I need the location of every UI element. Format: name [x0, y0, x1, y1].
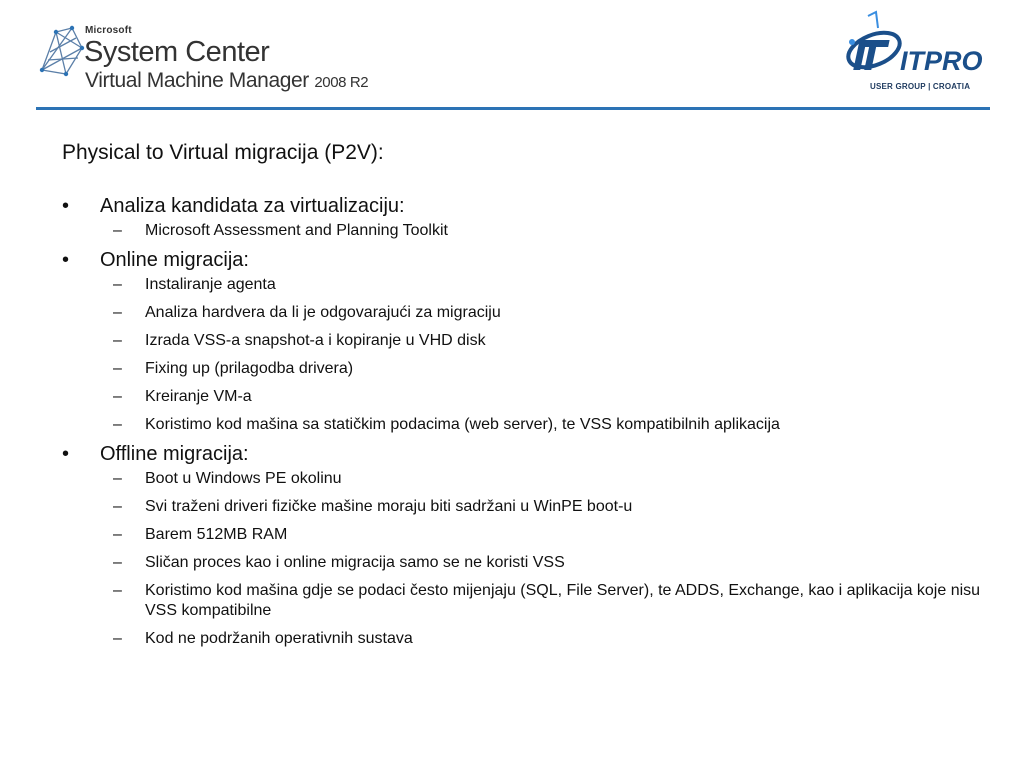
- dash-icon: –: [113, 470, 122, 488]
- system-center-wireframe-icon: [36, 18, 88, 82]
- list-item-text: Svi traženi driveri fizičke mašine moraju biti sadržani u WinPE boot-u: [145, 498, 633, 516]
- sub-list: [100, 221, 982, 241]
- section-heading: Online migracija:: [100, 249, 249, 272]
- dash-icon: –: [113, 388, 122, 406]
- section-offline-migration: [62, 439, 982, 649]
- microsoft-label: Microsoft: [85, 25, 132, 36]
- product-version: 2008 R2: [314, 74, 369, 91]
- dash-icon: –: [113, 526, 122, 544]
- list-item-text: Izrada VSS-a snapshot-a i kopiranje u VHD disk: [145, 332, 486, 350]
- dash-icon: –: [113, 222, 122, 240]
- section-heading: Analiza kandidata za virtualizaciju:: [100, 195, 405, 218]
- itpro-logo: [840, 10, 990, 100]
- dash-icon: –: [113, 582, 122, 600]
- list-item: [100, 331, 982, 351]
- sub-list: [100, 469, 982, 649]
- dash-icon: –: [113, 360, 122, 378]
- bullet-dot-icon: •: [62, 249, 70, 272]
- section-online-migration: [62, 245, 982, 435]
- sub-list: [100, 275, 982, 435]
- dash-icon: –: [113, 630, 122, 648]
- itpro-logo-icon: [840, 10, 990, 82]
- product-name: System Center: [84, 36, 270, 68]
- slide-title: Physical to Virtual migracija (P2V):: [62, 141, 384, 164]
- list-item: [100, 469, 982, 489]
- list-item-text: Microsoft Assessment and Planning Toolkit: [145, 222, 448, 240]
- list-item: [100, 303, 982, 323]
- list-item: [100, 387, 982, 407]
- list-item-text: Boot u Windows PE okolinu: [145, 470, 342, 488]
- list-item: [100, 275, 982, 295]
- list-item-text: Koristimo kod mašina gdje se podaci često mijenjaju (SQL, File Server), te ADDS, Exchange, kao i aplikacija koje nisu VSS kompatibilne: [145, 582, 981, 620]
- dash-icon: –: [113, 304, 122, 322]
- list-item: [100, 553, 982, 573]
- subproduct-line: [85, 69, 368, 93]
- list-item-text: Kreiranje VM-a: [145, 388, 252, 406]
- section-heading: Offline migracija:: [100, 443, 249, 466]
- section-candidate-analysis: [62, 191, 982, 241]
- list-item: [100, 525, 982, 545]
- list-item: [100, 221, 982, 241]
- dash-icon: –: [113, 554, 122, 572]
- bullet-dot-icon: •: [62, 195, 70, 218]
- list-item: [100, 415, 982, 435]
- list-item-text: Kod ne podržanih operativnih sustava: [145, 630, 413, 648]
- header-divider: [36, 107, 990, 110]
- list-item-text: Fixing up (prilagodba drivera): [145, 360, 354, 378]
- list-item: [100, 359, 982, 379]
- list-item: [100, 497, 982, 517]
- system-center-logo: [36, 16, 396, 100]
- bullet-list: [62, 191, 982, 649]
- list-item-text: Koristimo kod mašina sa statičkim podacima (web server), te VSS kompatibilnih aplikacija: [145, 416, 780, 434]
- dash-icon: –: [113, 276, 122, 294]
- dash-icon: –: [113, 498, 122, 516]
- subproduct-name: Virtual Machine Manager: [85, 69, 309, 92]
- bullet-dot-icon: •: [62, 443, 70, 466]
- slide-content: [62, 140, 982, 649]
- list-item: [100, 629, 982, 649]
- list-item-text: Sličan proces kao i online migracija samo se ne koristi VSS: [145, 554, 565, 572]
- list-item-text: Barem 512MB RAM: [145, 526, 288, 544]
- list-item-text: Instaliranje agenta: [145, 276, 276, 294]
- itpro-caption: USER GROUP | CROATIA: [870, 82, 971, 91]
- itpro-wordmark: ITPRO: [900, 46, 983, 76]
- list-item: [100, 581, 982, 621]
- dash-icon: –: [113, 416, 122, 434]
- list-item-text: Analiza hardvera da li je odgovarajući za migraciju: [145, 304, 501, 322]
- dash-icon: –: [113, 332, 122, 350]
